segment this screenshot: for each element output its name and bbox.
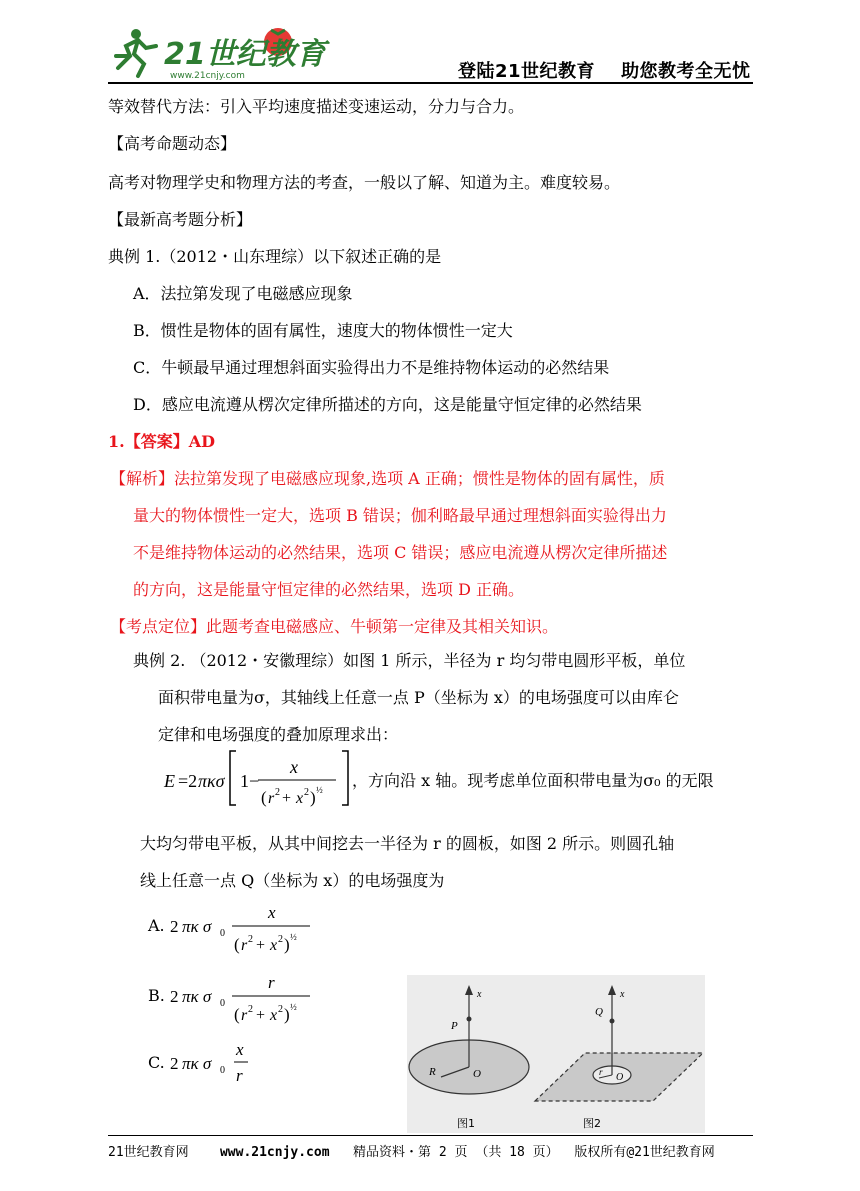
analysis-line-4: 的方向，这是能量守恒定律的必然结果，选项 D 正确。: [133, 580, 525, 599]
paragraph-method: 等效替代方法：引入平均速度描述变速运动，分力与合力。: [108, 97, 525, 116]
option-a-label: A.: [148, 916, 165, 935]
field-formula: [158, 745, 358, 811]
svg-text:πκ σ: πκ σ: [182, 917, 212, 936]
fig1-caption: 图1: [457, 1117, 475, 1130]
svg-text:(: (: [234, 935, 240, 954]
svg-text:0: 0: [220, 1065, 225, 1076]
fig2-q-label: Q: [595, 1006, 603, 1018]
example1-answer: 1.【答案】AD: [108, 432, 215, 451]
svg-text:): ): [284, 935, 290, 954]
analysis-line-3: 不是维持物体运动的必然结果，选项 C 错误；感应电流遵从楞次定律所描述: [133, 543, 668, 562]
svg-text:2: 2: [304, 787, 309, 798]
svg-text:x: x: [270, 1007, 278, 1024]
svg-text:2: 2: [278, 934, 283, 945]
fig1-p-label: P: [451, 1020, 458, 1032]
analysis-line-1: 【解析】法拉第发现了电磁感应现象,选项 A 正确；惯性是物体的固有属性，质: [110, 469, 665, 488]
kaodian-text: 【考点定位】此题考查电磁感应、牛顿第一定律及其相关知识。: [110, 617, 559, 636]
svg-text:πκσ: πκσ: [198, 771, 225, 791]
formula-suffix: ，方向沿 x 轴。现考虑单位面积带电量为σ₀ 的无限: [352, 771, 714, 790]
svg-text:2: 2: [170, 1054, 179, 1073]
example1-option-d: D．感应电流遵从楞次定律所描述的方向，这是能量守恒定律的必然结果: [133, 395, 642, 414]
fig1-o-label: O: [473, 1068, 481, 1080]
footer-divider: [108, 1135, 753, 1136]
fig1-r-label: R: [429, 1066, 436, 1078]
svg-text:E: E: [164, 771, 175, 791]
analysis-line-2: 量大的物体惯性一定大，选项 B 错误；伽利略最早通过理想斜面实验得出力: [133, 506, 667, 525]
figure-charged-plates: [407, 975, 705, 1133]
svg-text:2: 2: [248, 1004, 253, 1015]
svg-text:(: (: [261, 788, 267, 807]
svg-text:2: 2: [278, 1004, 283, 1015]
svg-text:+: +: [256, 937, 266, 954]
svg-text:2: 2: [275, 787, 280, 798]
example2-line-1: 典例 2. （2012・安徽理综）如图 1 所示，半径为 r 均匀带电圆形平板，单位: [133, 651, 686, 670]
example1-option-c: C．牛顿最早通过理想斜面实验得出力不是维持物体运动的必然结果: [133, 358, 610, 377]
fig2-x-label: x: [620, 989, 625, 1000]
svg-text:+: +: [256, 1007, 266, 1024]
svg-text:x: x: [270, 937, 278, 954]
svg-text:x: x: [268, 903, 276, 922]
fig2-caption: 图2: [583, 1117, 601, 1130]
svg-text:½: ½: [290, 932, 297, 942]
svg-text:=2: =2: [178, 771, 198, 791]
svg-text:r: r: [268, 973, 275, 992]
footer-page-info: 精品资料・第 2 页 （共 18 页）: [353, 1145, 559, 1160]
example2-line-3: 定律和电场强度的叠加原理求出：: [158, 725, 399, 744]
svg-text:πκ σ: πκ σ: [182, 1054, 212, 1073]
option-b-formula: [170, 968, 320, 1028]
svg-text:2: 2: [170, 917, 179, 936]
option-a-formula: [170, 898, 320, 958]
footer-site: 21世纪教育网: [108, 1145, 189, 1160]
footer-url[interactable]: www.21cnjy.com: [219, 1145, 330, 1160]
header-slogan: [458, 57, 751, 83]
example1-option-a: A．法拉第发现了电磁感应现象: [133, 284, 353, 303]
kaodian-line: [110, 616, 558, 638]
option-b-label: B.: [148, 986, 165, 1005]
example2-line-4: 大均匀带电平板，从其中间挖去一半径为 r 的圆板，如图 2 所示。则圆孔轴: [140, 834, 675, 853]
svg-text:r: r: [241, 937, 248, 954]
slogan-left: 登陆21世纪教育: [458, 61, 596, 82]
svg-text:r: r: [268, 790, 275, 807]
svg-text:x: x: [296, 790, 304, 807]
header-divider: [108, 82, 753, 84]
option-c-formula: [170, 1035, 260, 1087]
svg-text:½: ½: [316, 785, 323, 795]
example1-title: 典例 1.（2012・山东理综）以下叙述正确的是: [108, 247, 442, 266]
svg-text:r: r: [236, 1066, 243, 1085]
svg-text:½: ½: [290, 1002, 297, 1012]
svg-text:x: x: [290, 757, 298, 777]
heading-trend: 【高考命题动态】: [108, 134, 237, 153]
footer-copyright: 版权所有@21世纪教育网: [574, 1145, 715, 1160]
logo-text: 21世纪教育: [164, 37, 326, 72]
logo-url: www.21cnjy.com: [170, 71, 245, 81]
site-logo: [108, 20, 326, 82]
slogan-right: 助您教考全无忧: [621, 61, 751, 82]
example1-option-b: B．惯性是物体的固有属性，速度大的物体惯性一定大: [133, 321, 513, 340]
svg-text:πκ σ: πκ σ: [182, 987, 212, 1006]
fig1-x-label: x: [477, 989, 482, 1000]
svg-text:+: +: [282, 790, 292, 807]
svg-text:): ): [310, 788, 316, 807]
svg-text:2: 2: [170, 987, 179, 1006]
runner-icon: [116, 29, 156, 76]
svg-text:r: r: [241, 1007, 248, 1024]
svg-text:0: 0: [220, 998, 225, 1009]
svg-text:0: 0: [220, 928, 225, 939]
paragraph-trend: 高考对物理学史和物理方法的考查，一般以了解、知道为主。难度较易。: [108, 173, 621, 192]
heading-analysis: 【最新高考题分析】: [108, 210, 253, 229]
svg-text:(: (: [234, 1005, 240, 1024]
fig2-r-label: r: [599, 1067, 603, 1077]
svg-text:1−: 1−: [240, 771, 260, 791]
option-c-label: C.: [148, 1053, 165, 1072]
fig2-o-label: O: [616, 1072, 624, 1083]
svg-text:): ): [284, 1005, 290, 1024]
page-footer: [108, 1141, 753, 1160]
svg-text:2: 2: [248, 934, 253, 945]
example2-line-2: 面积带电量为σ，其轴线上任意一点 P（坐标为 x）的电场强度可以由库仑: [158, 688, 679, 707]
svg-text:x: x: [236, 1040, 244, 1059]
example2-line-5: 线上任意一点 Q（坐标为 x）的电场强度为: [140, 871, 445, 890]
